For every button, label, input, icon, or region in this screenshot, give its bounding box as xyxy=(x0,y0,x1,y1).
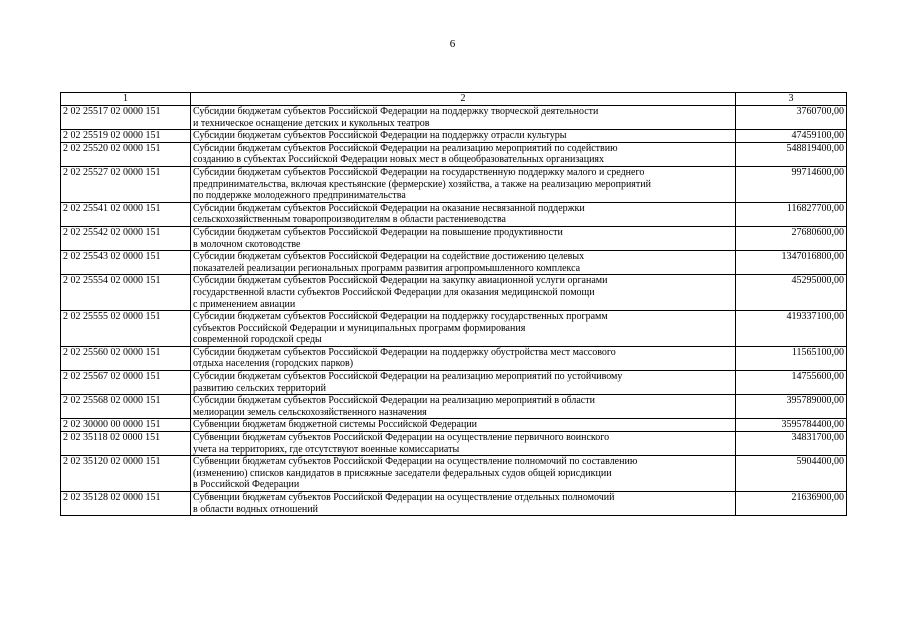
column-header-amount: 3 xyxy=(736,93,847,106)
description-line: Субвенции бюджетам бюджетной системы Российской Федерации xyxy=(193,419,478,431)
row-amount: 34831700,00 xyxy=(736,432,847,456)
row-code: 2 02 25567 02 0000 151 xyxy=(61,371,191,395)
row-code: 2 02 25555 02 0000 151 xyxy=(61,311,191,347)
description-line: Субсидии бюджетам субъектов Российской Федерации на содействие достижению целевых xyxy=(193,251,585,263)
row-description xyxy=(191,106,736,130)
table-row xyxy=(61,251,847,275)
description-line: Субсидии бюджетам субъектов Российской Федерации на поддержку обустройства мест массового xyxy=(193,346,616,358)
description-line: Субсидии бюджетам субъектов Российской Федерации на поддержку творческой деятельности xyxy=(193,106,599,117)
row-code: 2 02 35128 02 0000 151 xyxy=(61,492,191,516)
description-line: Субвенции бюджетам субъектов Российской Федерации на осуществление первичного воинского xyxy=(193,432,610,444)
row-code: 2 02 25568 02 0000 151 xyxy=(61,395,191,419)
description-line: субъектов Российской Федерации и муниципальных программ формирования xyxy=(193,322,526,334)
row-code: 2 02 35118 02 0000 151 xyxy=(61,432,191,456)
row-description xyxy=(191,226,736,250)
description-line: созданию в субъектах Российской Федерации новых мест в общеобразовательных организациях xyxy=(193,154,605,166)
description-line: сельскохозяйственным товаропроизводителям в области растениеводства xyxy=(193,214,506,226)
description-line: в Российской Федерации xyxy=(193,479,300,491)
row-description xyxy=(191,432,736,456)
row-amount: 14755600,00 xyxy=(736,371,847,395)
row-code: 2 02 25541 02 0000 151 xyxy=(61,202,191,226)
description-line: государственной власти субъектов Российской Федерации для оказания медицинской помощи xyxy=(193,286,595,298)
row-code: 2 02 25527 02 0000 151 xyxy=(61,166,191,202)
description-line: Субсидии бюджетам субъектов Российской Федерации на повышение продуктивности xyxy=(193,226,563,238)
description-line: в молочном скотоводстве xyxy=(193,238,301,250)
table-row xyxy=(61,106,847,130)
row-description xyxy=(191,395,736,419)
table-row xyxy=(61,419,847,432)
row-code: 2 02 30000 00 0000 151 xyxy=(61,419,191,432)
row-description xyxy=(191,142,736,166)
table-row xyxy=(61,226,847,250)
table-row xyxy=(61,275,847,311)
description-line: Субсидии бюджетам субъектов Российской Федерации на поддержку отрасли культуры xyxy=(193,130,567,142)
row-amount: 419337100,00 xyxy=(736,311,847,347)
row-amount: 5904400,00 xyxy=(736,456,847,492)
row-description xyxy=(191,251,736,275)
description-line: Субвенции бюджетам субъектов Российской Федерации на осуществление отдельных полномочий xyxy=(193,492,615,503)
table-row xyxy=(61,456,847,492)
description-line: современной городской среды xyxy=(193,334,322,346)
row-description xyxy=(191,456,736,492)
row-amount: 99714600,00 xyxy=(736,166,847,202)
table-row xyxy=(61,166,847,202)
column-header-code: 1 xyxy=(61,93,191,106)
row-amount: 116827700,00 xyxy=(736,202,847,226)
description-line: Субсидии бюджетам субъектов Российской Федерации на реализацию мероприятий в области xyxy=(193,395,595,407)
table-row xyxy=(61,492,847,516)
table-header-row xyxy=(61,93,847,106)
budget-revenue-table xyxy=(60,92,847,516)
row-description xyxy=(191,311,736,347)
description-line: Субсидии бюджетам субъектов Российской Федерации на реализацию мероприятий по устойчивому xyxy=(193,371,623,383)
row-amount: 45295000,00 xyxy=(736,275,847,311)
description-line: с применением авиации xyxy=(193,298,296,310)
description-line: развитию сельских территорий xyxy=(193,382,326,394)
row-code: 2 02 25542 02 0000 151 xyxy=(61,226,191,250)
table-row xyxy=(61,130,847,143)
row-description xyxy=(191,492,736,516)
row-description xyxy=(191,419,736,432)
page-number: 6 xyxy=(449,38,456,50)
row-amount: 47459100,00 xyxy=(736,130,847,143)
row-code: 2 02 25554 02 0000 151 xyxy=(61,275,191,311)
row-amount: 3595784400,00 xyxy=(736,419,847,432)
table-row xyxy=(61,202,847,226)
description-line: отдыха населения (городских парков) xyxy=(193,358,354,370)
row-amount: 3760700,00 xyxy=(736,106,847,130)
row-amount: 21636900,00 xyxy=(736,492,847,516)
row-description xyxy=(191,130,736,143)
description-line: и техническое оснащение детских и кукольных театров xyxy=(193,117,430,129)
row-description xyxy=(191,371,736,395)
row-description xyxy=(191,166,736,202)
description-line: предпринимательства, включая крестьянские (фермерские) хозяйства, а также на реализацию мероприятий xyxy=(193,178,651,190)
description-line: Субсидии бюджетам субъектов Российской Федерации на государственную поддержку малого и среднего xyxy=(193,166,645,178)
description-line: Субсидии бюджетам субъектов Российской Федерации на закупку авиационной услуги органами xyxy=(193,275,608,287)
description-line: Субсидии бюджетам субъектов Российской Федерации на реализацию мероприятий по содействию xyxy=(193,142,618,154)
row-description xyxy=(191,202,736,226)
table-row xyxy=(61,311,847,347)
description-line: показателей реализации региональных программ развития агропромышленного комплекса xyxy=(193,262,581,274)
row-amount: 395789000,00 xyxy=(736,395,847,419)
row-code: 2 02 25519 02 0000 151 xyxy=(61,130,191,143)
row-code: 2 02 25543 02 0000 151 xyxy=(61,251,191,275)
description-line: мелиорации земель сельскохозяйственного назначения xyxy=(193,406,427,418)
row-code: 2 02 25517 02 0000 151 xyxy=(61,106,191,130)
row-code: 2 02 35120 02 0000 151 xyxy=(61,456,191,492)
table-row xyxy=(61,371,847,395)
row-amount: 27680600,00 xyxy=(736,226,847,250)
row-amount: 11565100,00 xyxy=(736,346,847,370)
description-line: учета на территориях, где отсутствуют военные комиссариаты xyxy=(193,443,460,455)
row-amount: 548819400,00 xyxy=(736,142,847,166)
table-row xyxy=(61,142,847,166)
description-line: (изменению) списков кандидатов в присяжные заседатели федеральных судов общей юрисдикции xyxy=(193,467,612,479)
description-line: Субсидии бюджетам субъектов Российской Федерации на поддержку государственных программ xyxy=(193,311,608,323)
row-code: 2 02 25560 02 0000 151 xyxy=(61,346,191,370)
row-description xyxy=(191,346,736,370)
row-code: 2 02 25520 02 0000 151 xyxy=(61,142,191,166)
table-row xyxy=(61,432,847,456)
description-line: в области водных отношений xyxy=(193,503,318,515)
column-header-description: 2 xyxy=(191,93,736,106)
table-body xyxy=(61,106,847,516)
table-row xyxy=(61,395,847,419)
row-amount: 1347016800,00 xyxy=(736,251,847,275)
description-line: по поддержке молодежного предпринимательства xyxy=(193,190,406,202)
row-description xyxy=(191,275,736,311)
description-line: Субвенции бюджетам субъектов Российской Федерации на осуществление полномочий по составлению xyxy=(193,456,638,468)
table-row xyxy=(61,346,847,370)
description-line: Субсидии бюджетам субъектов Российской Федерации на оказание несвязанной поддержки xyxy=(193,202,585,214)
